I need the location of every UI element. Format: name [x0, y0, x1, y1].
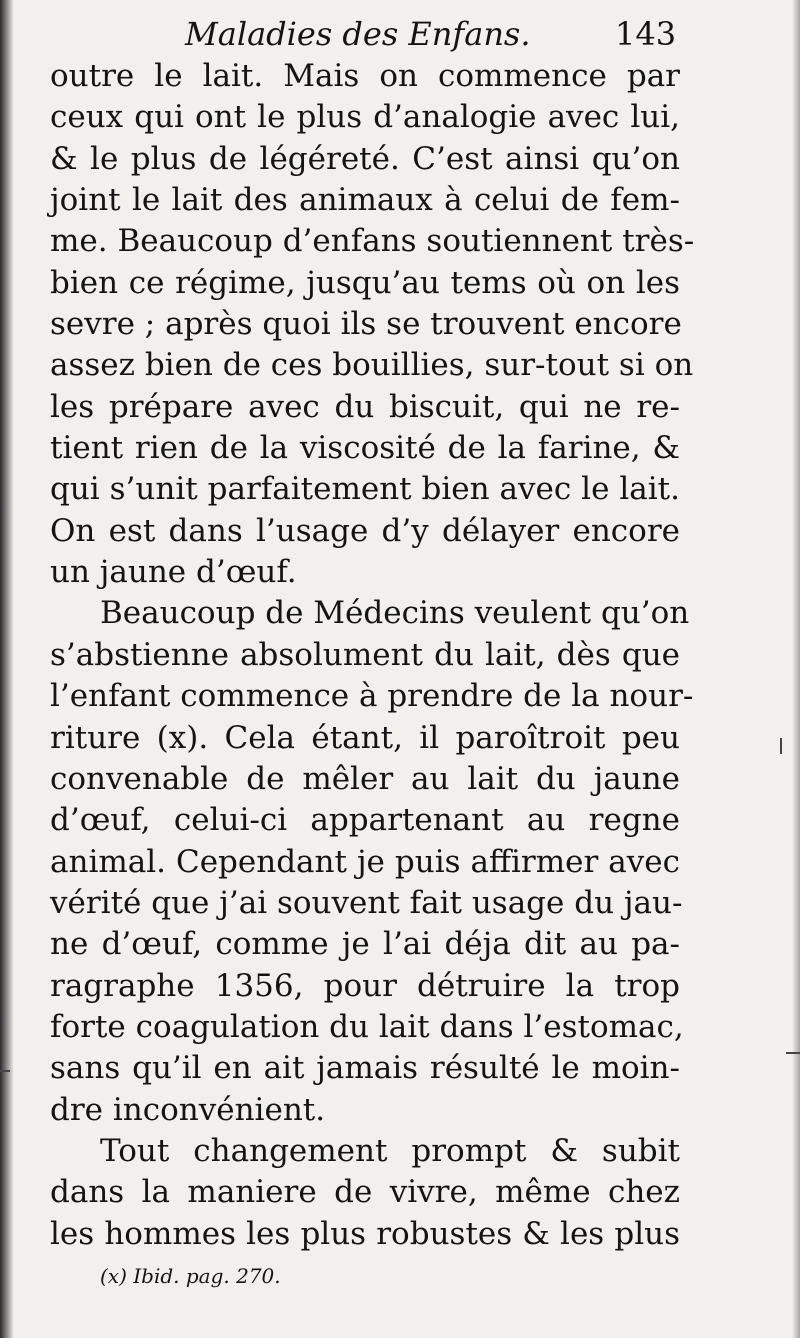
text-line: dre inconvénient.	[50, 1091, 326, 1128]
text-line: dans la maniere de vivre, même chez	[50, 1174, 680, 1211]
text-line: bien ce régime, jusqu’au tems où on les	[50, 264, 680, 301]
page-edge	[792, 0, 800, 1338]
text-line: l’enfant commence à prendre de la nour-	[50, 678, 694, 715]
text-line: & le plus de légéreté. C’est ainsi qu’on	[50, 140, 680, 177]
text-line: les hommes les plus robustes & les plus	[50, 1215, 680, 1252]
page-header	[185, 12, 685, 56]
text-line: les prépare avec du biscuit, qui ne re-	[50, 388, 680, 425]
text-line: convenable de mêler au lait du jaune	[50, 760, 680, 797]
text-line: d’œuf, celui-ci appartenant au regne	[50, 802, 680, 839]
body-text	[50, 56, 695, 1255]
scan-mark	[786, 1052, 800, 1054]
page-number: 143	[615, 15, 677, 53]
binding-shadow	[0, 0, 14, 1338]
text-line: forte coagulation du lait dans l’estomac,	[50, 1008, 684, 1045]
text-line: tient rien de la viscosité de la farine, &	[50, 430, 680, 467]
text-line: assez bien de ces bouillies, sur-tout si on	[50, 347, 694, 384]
text-line: vérité que j’ai souvent fait usage du jau-	[50, 884, 683, 921]
text-line: ragraphe 1356, pour détruire la trop	[50, 967, 680, 1004]
text-line: me. Beaucoup d’enfans soutiennent très-	[50, 223, 695, 260]
text-line: outre le lait. Mais on commence par	[50, 58, 680, 94]
text-line: animal. Cependant je puis affirmer avec	[50, 843, 680, 880]
text-line: Tout changement prompt & subit	[100, 1132, 680, 1169]
text-line: un jaune d’œuf.	[50, 554, 297, 591]
text-line: sans qu’il en ait jamais résulté le moin-	[50, 1050, 680, 1087]
text-line: On est dans l’usage d’y délayer encore	[50, 512, 680, 549]
text-line: riture (x). Cela étant, il paroîtroit peu	[50, 719, 680, 756]
footnote: (x) Ibid. pag. 270.	[100, 1264, 281, 1288]
text-line: sevre ; après quoi ils se trouvent encore	[50, 306, 682, 343]
text-line: qui s’unit parfaitement bien avec le lait.	[50, 471, 680, 508]
scan-mark	[780, 738, 782, 754]
text-line: ne d’œuf, comme je l’ai déja dit au pa-	[50, 926, 680, 963]
running-title: Maladies des Enfans.	[185, 15, 531, 53]
text-line: s’abstienne absolument du lait, dès que	[50, 636, 680, 673]
text-line: ceux qui ont le plus d’analogie avec lui,	[50, 99, 680, 136]
text-line: Beaucoup de Médecins veulent qu’on	[100, 595, 690, 632]
scan-mark	[0, 1070, 10, 1072]
text-line: joint le lait des animaux à celui de fem-	[50, 182, 680, 219]
